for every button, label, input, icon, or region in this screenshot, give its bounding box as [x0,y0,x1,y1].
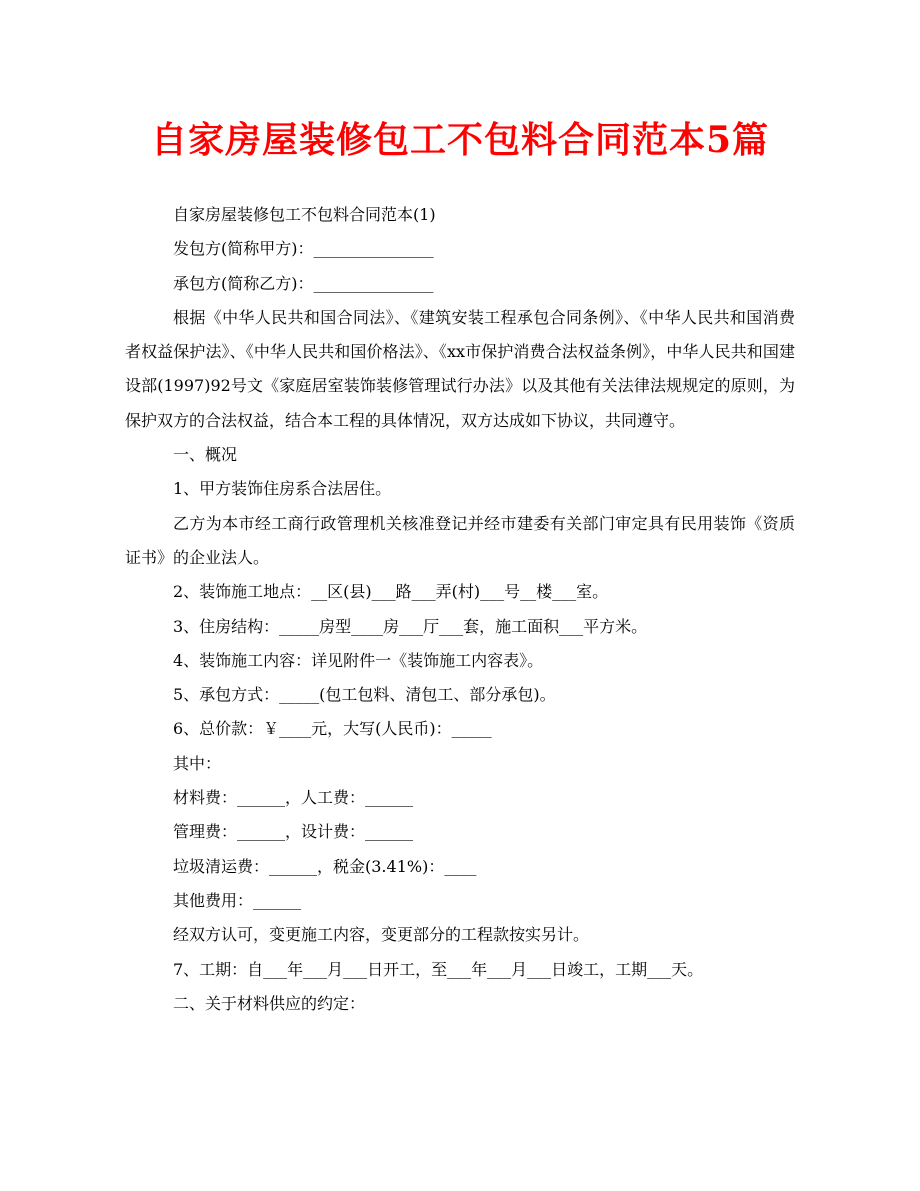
price-line-materials-labor: 材料费：______，人工费：______ [173,788,414,808]
preamble-paragraph: 根据《中华人民共和国合同法》、《建筑安装工程承包合同条例》、《中华人民共和国消费者权益保护法》、《中华人民共和国价格法》、《xx市保护消费合法权益条例》，中华人民共和国建设部(1997)92号文《家庭居室装饰装修管理试行办法》以及其他有关法律法规规定的原则，为保护双方的合法权益，结合本工程的具体情况，双方达成如下协议，共同遵守。 [125,307,795,430]
document-title: 自家房屋装修包工不包料合同范本5篇 [150,119,770,161]
section-heading-materials: 二、关于材料供应的约定： [173,993,366,1013]
party-a-line: 发包方(简称甲方)：_______________ [173,239,434,259]
party-b-line: 承包方(简称乙方)：_______________ [173,273,434,293]
clause-1: 1、甲方装饰住房系合法居住。 [173,479,392,499]
clause-5: 5、承包方式：_____(包工包料、清包工、部分承包)。 [173,685,556,705]
price-breakdown-label: 其中： [173,753,222,773]
price-line-other: 其他费用：______ [173,890,302,910]
clause-contractor-qualification: 乙方为本市经工商行政管理机关核准登记并经市建委有关部门审定具有民用装饰《资质证书》的企业法人。 [125,513,795,567]
clause-7: 7、工期：自___年___月___日开工，至___年___月___日竣工，工期___天。 [173,959,704,979]
section-heading-overview: 一、概况 [173,445,238,465]
contract-heading: 自家房屋装修包工不包料合同范本(1) [173,205,436,224]
clause-6: 6、总价款：￥____元，大写(人民币)：_____ [173,719,492,739]
clause-2: 2、装饰施工地点：__区(县)___路___弄(村)___号__楼___室。 [173,582,609,602]
price-line-waste-tax: 垃圾清运费：______，税金(3.41%)：____ [173,856,477,876]
clause-4: 4、装饰施工内容：详见附件一《装饰施工内容表》。 [173,650,544,670]
document-body [125,198,795,1021]
clause-change-note: 经双方认可，变更施工内容，变更部分的工程款按实另计。 [173,925,590,945]
price-line-management-design: 管理费：______，设计费：______ [173,822,414,842]
clause-3: 3、住房结构：_____房型____房___厅___套，施工面积___平方米。 [173,616,648,636]
